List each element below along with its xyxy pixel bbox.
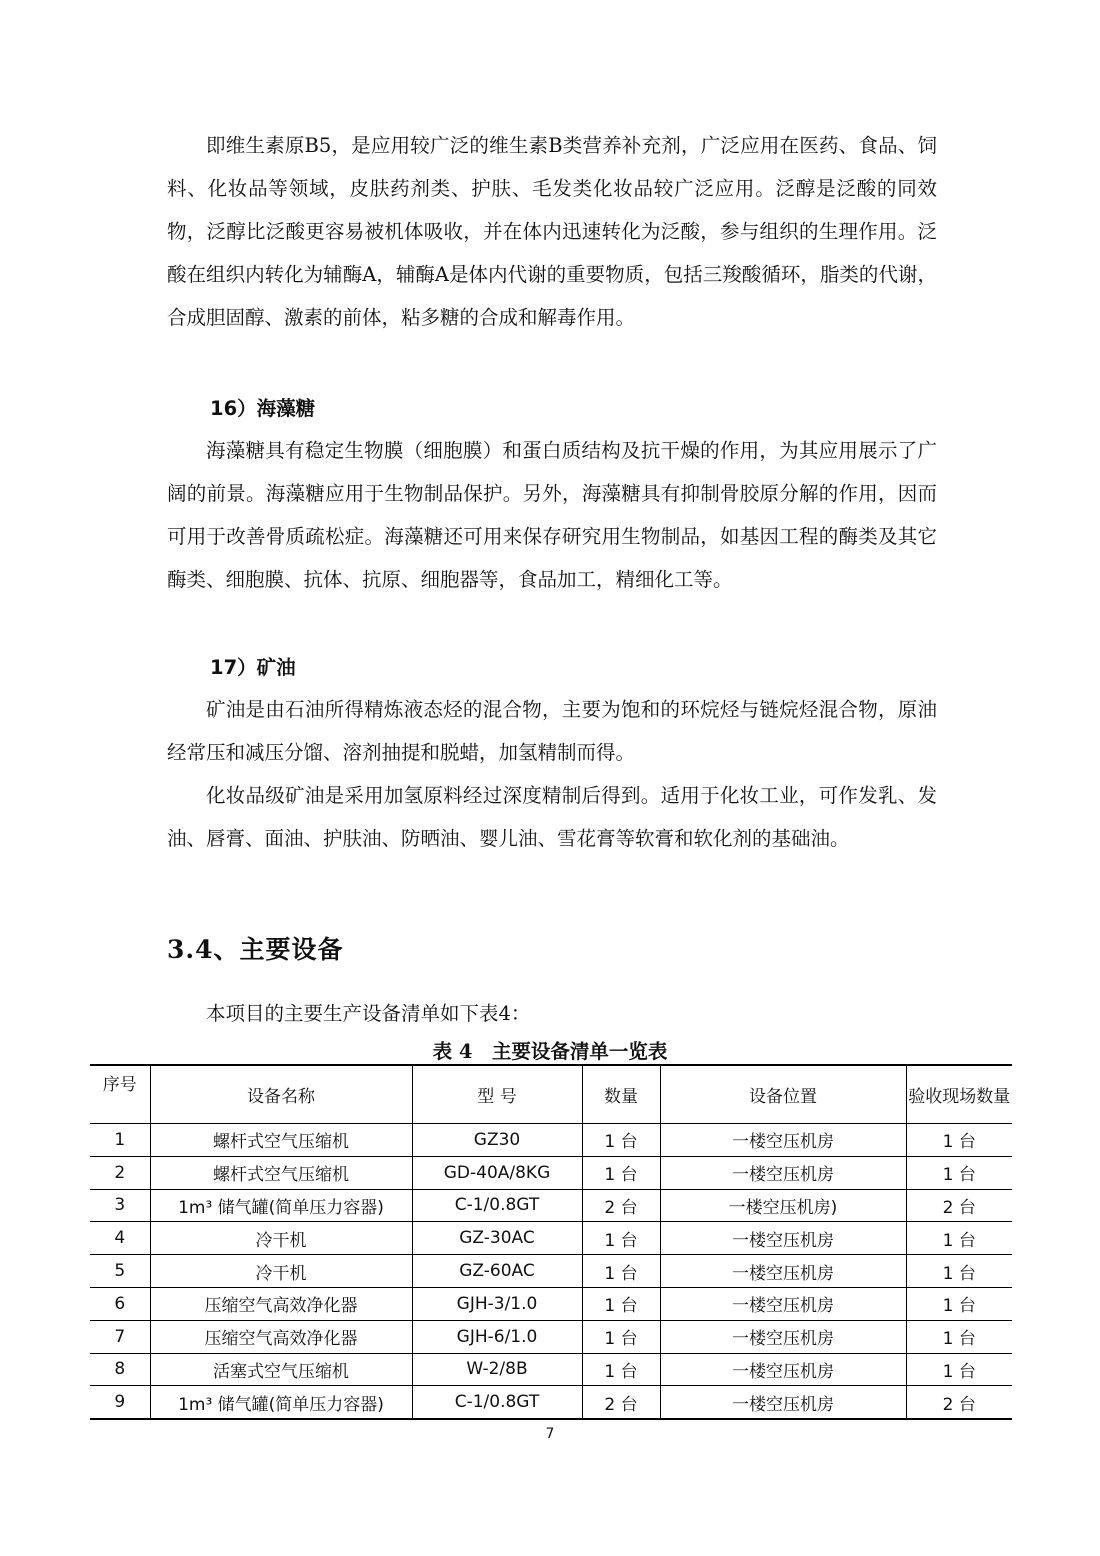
table-row — [90, 1255, 1012, 1288]
cell-seq: 9 — [90, 1386, 150, 1419]
paragraph-trehalose: 海藻糖具有稳定生物膜（细胞膜）和蛋白质结构及抗干燥的作用，为其应用展示了广阔的前景。海藻糖应用于生物制品保护。另外，海藻糖具有抑制骨胶原分解的作用，因而可用于改善骨质疏松症。海藻糖还可用来保存研究用生物制品，如基因工程的酶类及其它酶类、细胞膜、抗体、抗原、细胞器等，食品加工，精细化工等。 — [167, 439, 937, 591]
cell-model: GZ30 — [412, 1124, 582, 1157]
cell-quantity: 2 台 — [582, 1386, 660, 1419]
cell-location: 一楼空压机房 — [660, 1255, 906, 1288]
paragraph-table-intro: 本项目的主要生产设备清单如下表4： — [206, 1002, 531, 1025]
header-equipment-name: 设备名称 — [150, 1065, 412, 1124]
table-row — [90, 1189, 1012, 1222]
cell-acceptance-quantity: 1 台 — [906, 1156, 1012, 1189]
cell-equipment-name: 压缩空气高效净化器 — [150, 1287, 412, 1320]
table-row — [90, 1124, 1012, 1157]
page-number: 7 — [545, 1426, 555, 1442]
table-row — [90, 1222, 1012, 1255]
table-row — [90, 1156, 1012, 1189]
table-caption: 表 4 主要设备清单一览表 — [432, 1040, 668, 1063]
cell-quantity: 1 台 — [582, 1156, 660, 1189]
cell-acceptance-quantity: 1 台 — [906, 1255, 1012, 1288]
cell-quantity: 1 台 — [582, 1255, 660, 1288]
cell-seq: 6 — [90, 1287, 150, 1320]
cell-model: W-2/8B — [412, 1353, 582, 1386]
cell-model: GZ-60AC — [412, 1255, 582, 1288]
heading-mineral-oil: 17）矿油 — [210, 656, 296, 679]
cell-quantity: 1 台 — [582, 1353, 660, 1386]
cell-quantity: 2 台 — [582, 1189, 660, 1222]
cell-equipment-name: 螺杆式空气压缩机 — [150, 1156, 412, 1189]
paragraph-mineral-oil: 矿油是由石油所得精炼液态烃的混合物，主要为饱和的环烷烃与链烷烃混合物，原油经常压和减压分馏、溶剂抽提和脱蜡，加氢精制而得。 — [167, 698, 937, 764]
cell-equipment-name: 冷干机 — [150, 1222, 412, 1255]
table-row — [90, 1353, 1012, 1386]
cell-model: GD-40A/8KG — [412, 1156, 582, 1189]
cell-seq: 1 — [90, 1124, 150, 1157]
cell-quantity: 1 台 — [582, 1222, 660, 1255]
cell-model: GZ-30AC — [412, 1222, 582, 1255]
cell-quantity: 1 台 — [582, 1320, 660, 1353]
header-model: 型 号 — [412, 1065, 582, 1124]
header-location: 设备位置 — [660, 1065, 906, 1124]
cell-seq: 5 — [90, 1255, 150, 1288]
cell-acceptance-quantity: 2 台 — [906, 1189, 1012, 1222]
cell-acceptance-quantity: 1 台 — [906, 1287, 1012, 1320]
paragraph-panthenol: 即维生素原B5，是应用较广泛的维生素B类营养补充剂，广泛应用在医药、食品、饲料、化妆品等领域，皮肤药剂类、护肤、毛发类化妆品较广泛应用。泛醇是泛酸的同效物，泛醇比泛酸更容易被机体吸收，并在体内迅速转化为泛酸，参与组织的生理作用。泛酸在组织内转化为辅酶A，辅酶A是体内代谢的重要物质，包括三羧酸循环，脂类的代谢，合成胆固醇、激素的前体，粘多糖的合成和解毒作用。 — [167, 134, 937, 329]
cell-quantity: 1 台 — [582, 1124, 660, 1157]
table-body — [90, 1124, 1012, 1420]
cell-acceptance-quantity: 1 台 — [906, 1222, 1012, 1255]
cell-seq: 4 — [90, 1222, 150, 1255]
table-row — [90, 1287, 1012, 1320]
header-acceptance-quantity: 验收现场数量 — [906, 1065, 1012, 1124]
cell-location: 一楼空压机房 — [660, 1287, 906, 1320]
cell-model: GJH-6/1.0 — [412, 1320, 582, 1353]
section-title: 3.4、主要设备 — [167, 935, 344, 964]
cell-acceptance-quantity: 1 台 — [906, 1353, 1012, 1386]
cell-seq: 8 — [90, 1353, 150, 1386]
cell-equipment-name: 压缩空气高效净化器 — [150, 1320, 412, 1353]
table-row — [90, 1320, 1012, 1353]
cell-acceptance-quantity: 1 台 — [906, 1320, 1012, 1353]
cell-model: GJH-3/1.0 — [412, 1287, 582, 1320]
cell-model: C-1/0.8GT — [412, 1189, 582, 1222]
cell-location: 一楼空压机房 — [660, 1353, 906, 1386]
cell-equipment-name: 活塞式空气压缩机 — [150, 1353, 412, 1386]
cell-seq: 7 — [90, 1320, 150, 1353]
equipment-table — [90, 1064, 1012, 1420]
cell-seq: 2 — [90, 1156, 150, 1189]
cell-seq: 3 — [90, 1189, 150, 1222]
cell-location: 一楼空压机房 — [660, 1124, 906, 1157]
table-row — [90, 1386, 1012, 1419]
cell-equipment-name: 冷干机 — [150, 1255, 412, 1288]
cell-location: 一楼空压机房 — [660, 1156, 906, 1189]
cell-model: C-1/0.8GT — [412, 1386, 582, 1419]
cell-location: 一楼空压机房 — [660, 1320, 906, 1353]
heading-trehalose: 16）海藻糖 — [210, 397, 316, 420]
header-quantity: 数量 — [582, 1065, 660, 1124]
header-seq: 序号 — [90, 1065, 150, 1124]
cell-equipment-name: 1m³ 储气罐(简单压力容器) — [150, 1189, 412, 1222]
table-header-row — [90, 1065, 1012, 1124]
cell-location: 一楼空压机房 — [660, 1222, 906, 1255]
cell-location: 一楼空压机房) — [660, 1189, 906, 1222]
cell-acceptance-quantity: 2 台 — [906, 1386, 1012, 1419]
cell-equipment-name: 螺杆式空气压缩机 — [150, 1124, 412, 1157]
paragraph-cosmetic-mineral-oil: 化妆品级矿油是采用加氢原料经过深度精制后得到。适用于化妆工业，可作发乳、发油、唇膏、面油、护肤油、防晒油、婴儿油、雪花膏等软膏和软化剂的基础油。 — [167, 784, 937, 850]
cell-equipment-name: 1m³ 储气罐(简单压力容器) — [150, 1386, 412, 1419]
cell-acceptance-quantity: 1 台 — [906, 1124, 1012, 1157]
cell-quantity: 1 台 — [582, 1287, 660, 1320]
cell-location: 一楼空压机房 — [660, 1386, 906, 1419]
